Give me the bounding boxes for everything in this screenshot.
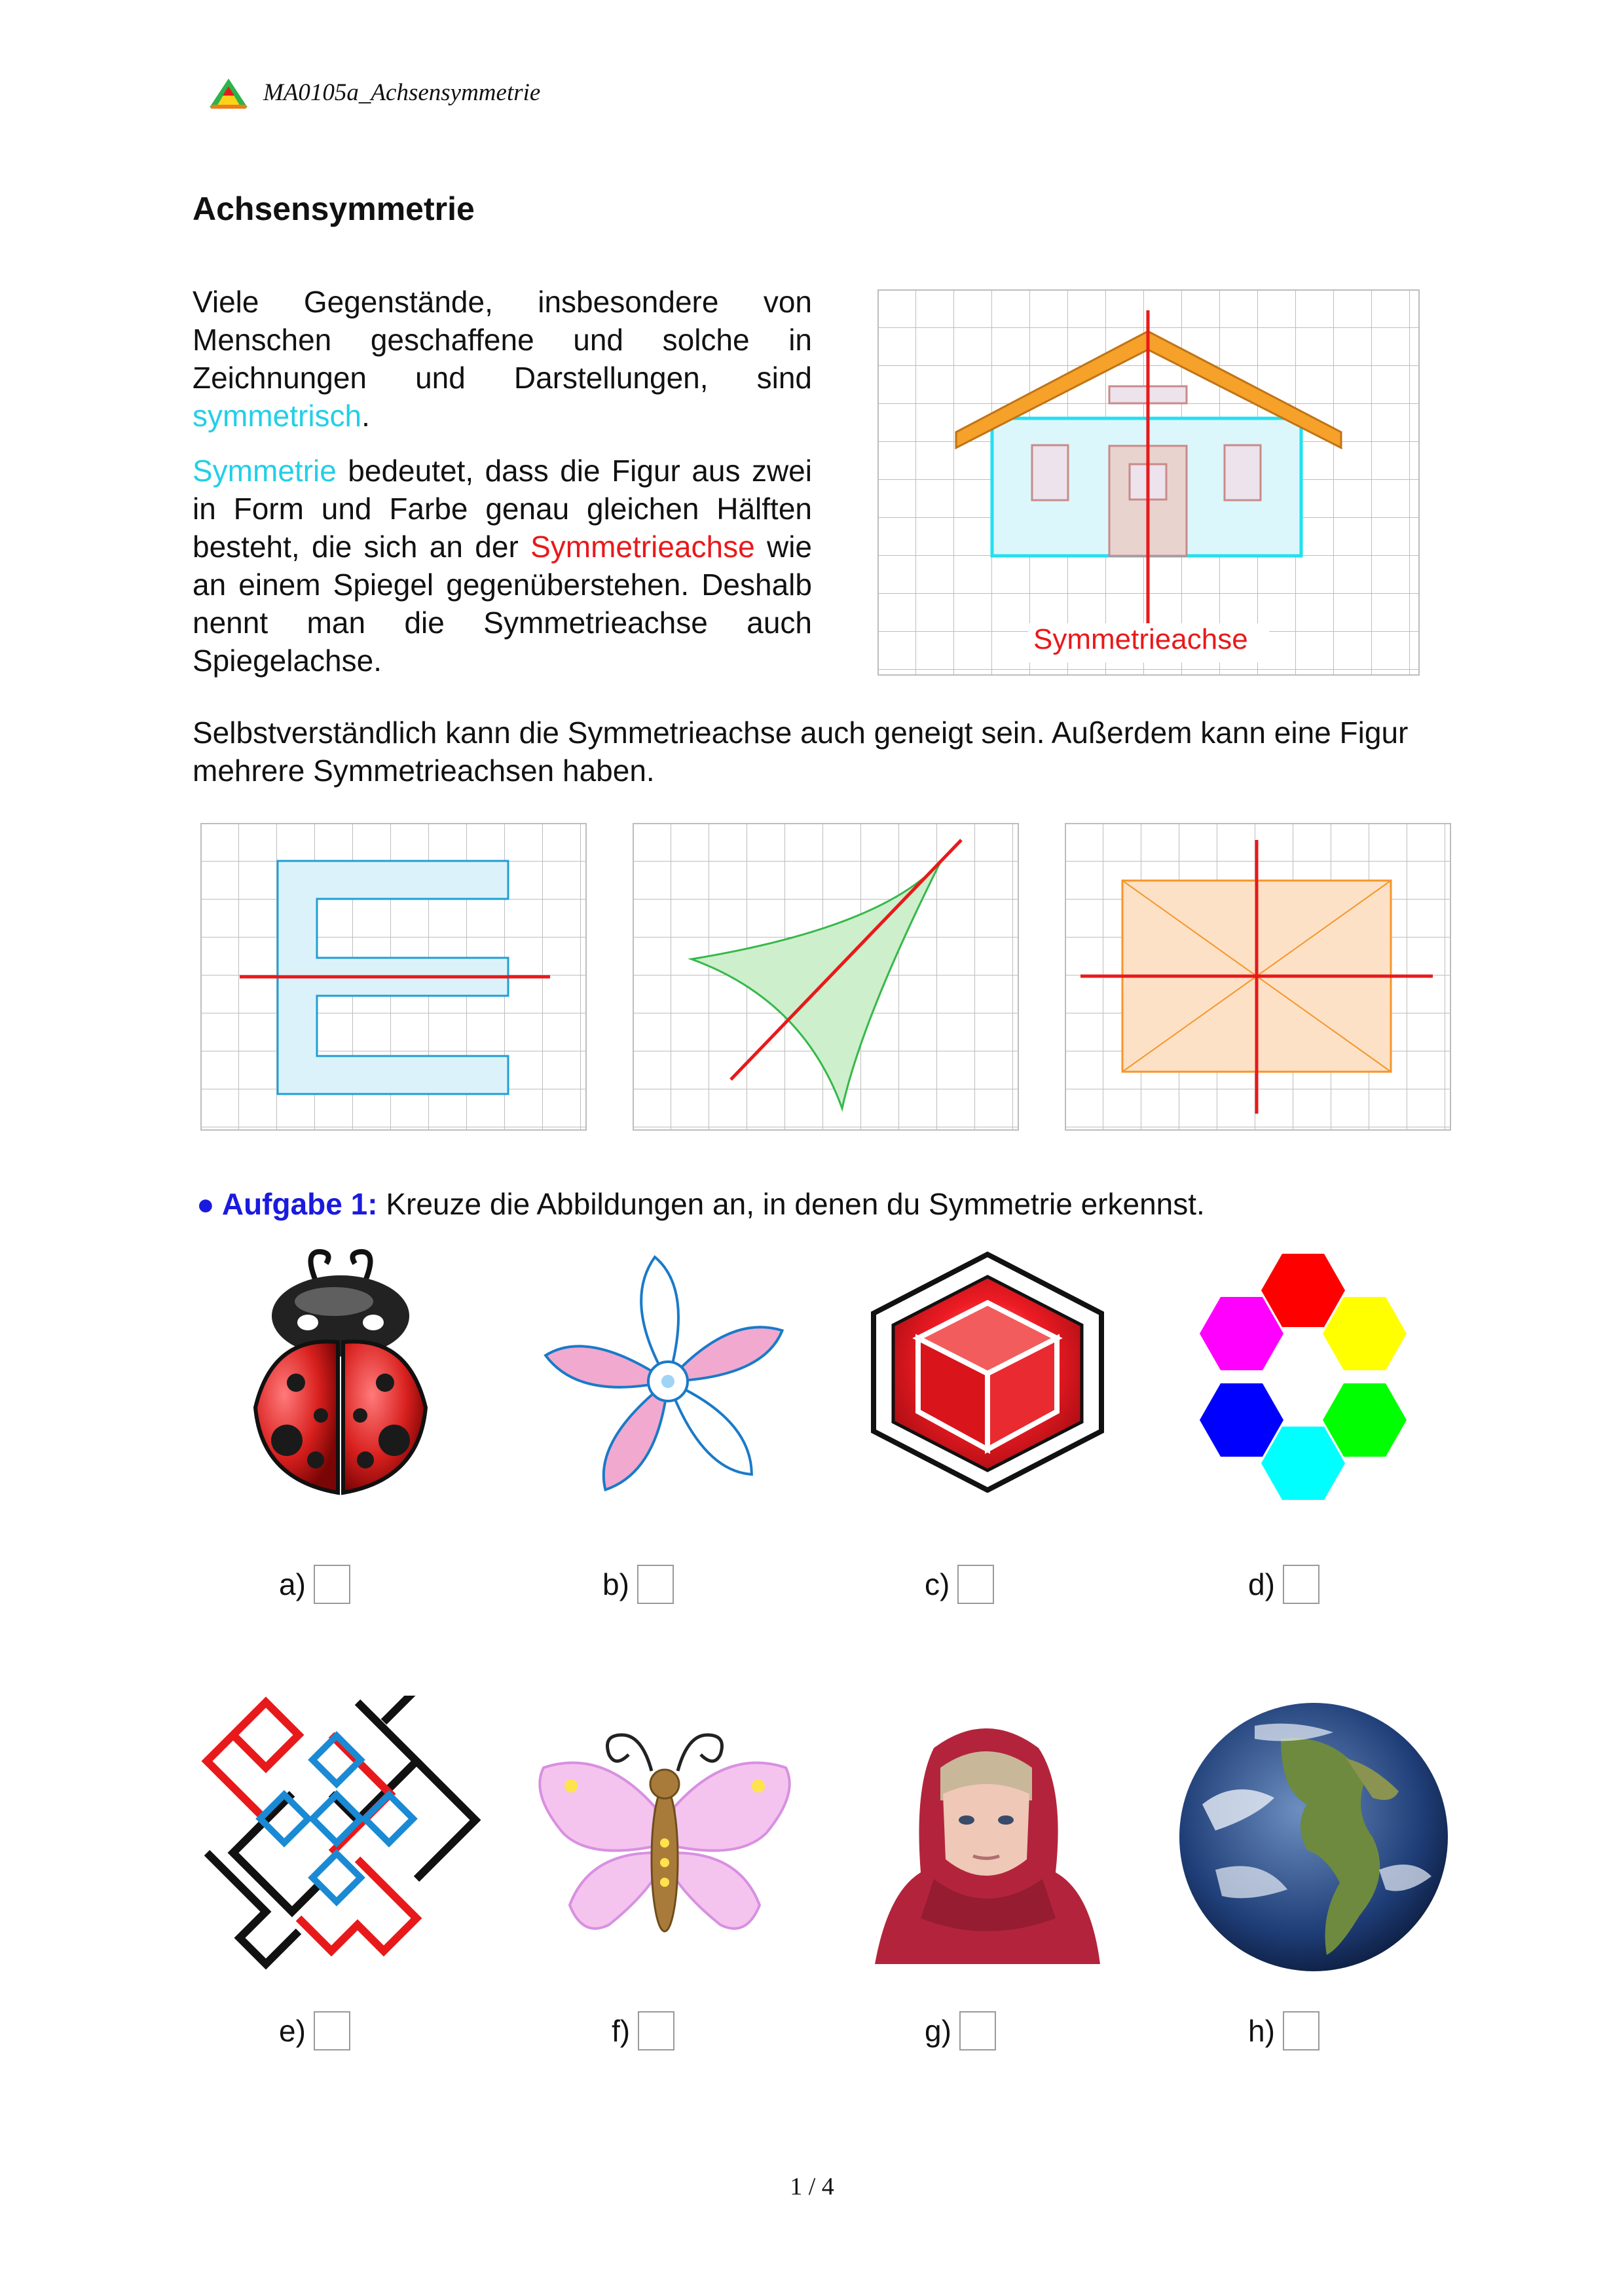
checkbox-f[interactable]	[638, 2011, 674, 2050]
option-h	[1248, 2011, 1320, 2050]
example-rectangle-figure	[1065, 823, 1452, 1135]
intro-p1: Viele Gegenstände, insbesondere von Menschen geschaffene und solche in Zeichnungen und Darstellungen, sind	[193, 285, 812, 395]
picture-h	[1176, 1700, 1451, 1978]
option-h-label: h)	[1248, 2014, 1275, 2048]
checkbox-a[interactable]	[314, 1565, 350, 1604]
picture-d	[1179, 1247, 1447, 1525]
picture-g	[875, 1722, 1100, 1967]
rectangle-grid	[1065, 823, 1452, 1132]
term-symmetrie: Symmetrie	[193, 454, 337, 488]
picture-f	[524, 1709, 805, 1961]
option-e-label: e)	[279, 2014, 306, 2048]
intro-text	[193, 283, 812, 697]
checkbox-h[interactable]	[1283, 2011, 1320, 2050]
option-b-label: b)	[602, 1567, 629, 1601]
example-e-figure	[200, 823, 588, 1135]
girl-in-red-hood-photo	[875, 1722, 1100, 1964]
page-title: Achsensymmetrie	[193, 191, 475, 227]
option-a	[279, 1565, 350, 1604]
option-c-label: c)	[925, 1567, 950, 1601]
knot-pattern-icon	[200, 1696, 482, 1971]
picture-b	[530, 1250, 805, 1503]
house-window-left	[1032, 445, 1068, 500]
paragraph-2: Selbstverständlich kann die Symmetrieachse auch geneigt sein. Außerdem kann eine Figur mehrere Symmetrieachsen haben.	[193, 716, 1409, 788]
picture-c	[863, 1250, 1112, 1496]
checkbox-b[interactable]	[637, 1565, 674, 1604]
task-1-lead: ● Aufgabe 1:	[196, 1187, 378, 1221]
example-arrow-figure	[633, 823, 1020, 1135]
house-window-right	[1225, 445, 1261, 500]
option-e	[279, 2011, 350, 2050]
butterfly-icon	[524, 1709, 805, 1958]
intro-p1-end: .	[361, 399, 370, 433]
picture-e	[200, 1696, 482, 1974]
document-id: MA0105a_Achsensymmetrie	[263, 79, 541, 106]
picture-a	[236, 1244, 445, 1535]
ladybug-icon	[236, 1244, 445, 1532]
term-symmetrieachse: Symmetrieachse	[530, 530, 755, 564]
option-d-label: d)	[1248, 1567, 1275, 1601]
term-symmetrisch: symmetrisch	[193, 399, 362, 433]
flower-icon	[530, 1250, 805, 1499]
pencil-logo-icon	[208, 76, 249, 110]
house-figure	[877, 289, 1421, 680]
task-1-heading	[196, 1186, 1205, 1222]
option-f-label: f)	[612, 2014, 631, 2048]
red-hexagon-cube-icon	[863, 1250, 1112, 1493]
task-1-text: Kreuze die Abbildungen an, in denen du Symmetrie erkennst.	[377, 1187, 1205, 1221]
arrow-grid	[633, 823, 1020, 1132]
option-g	[925, 2011, 996, 2050]
option-a-label: a)	[279, 1567, 306, 1601]
intro-p2-b: wie an einem Spiegel gegenüberstehen. Deshalb nennt man die Symmetrieachse auch Spiegelachse.	[193, 530, 812, 678]
letter-e-grid	[200, 823, 588, 1132]
checkbox-d[interactable]	[1283, 1565, 1320, 1604]
option-d	[1248, 1565, 1320, 1604]
option-f	[612, 2011, 674, 2050]
logo	[208, 76, 249, 113]
page-number: 1 / 4	[790, 2173, 834, 2200]
axis-label: Symmetrieachse	[1033, 623, 1248, 655]
earth-globe-photo	[1176, 1700, 1451, 1975]
intro-p2-a: bedeutet, dass die Figur aus zwei in Form und Farbe genau gleichen Hälften besteht, die sich an der	[193, 454, 812, 564]
option-g-label: g)	[925, 2014, 951, 2048]
checkbox-c[interactable]	[957, 1565, 994, 1604]
checkbox-g[interactable]	[959, 2011, 996, 2050]
checkbox-e[interactable]	[314, 2011, 350, 2050]
house-grid	[877, 289, 1421, 677]
hexagon-ring-icon	[1179, 1247, 1447, 1522]
option-c	[925, 1565, 994, 1604]
option-b	[602, 1565, 674, 1604]
